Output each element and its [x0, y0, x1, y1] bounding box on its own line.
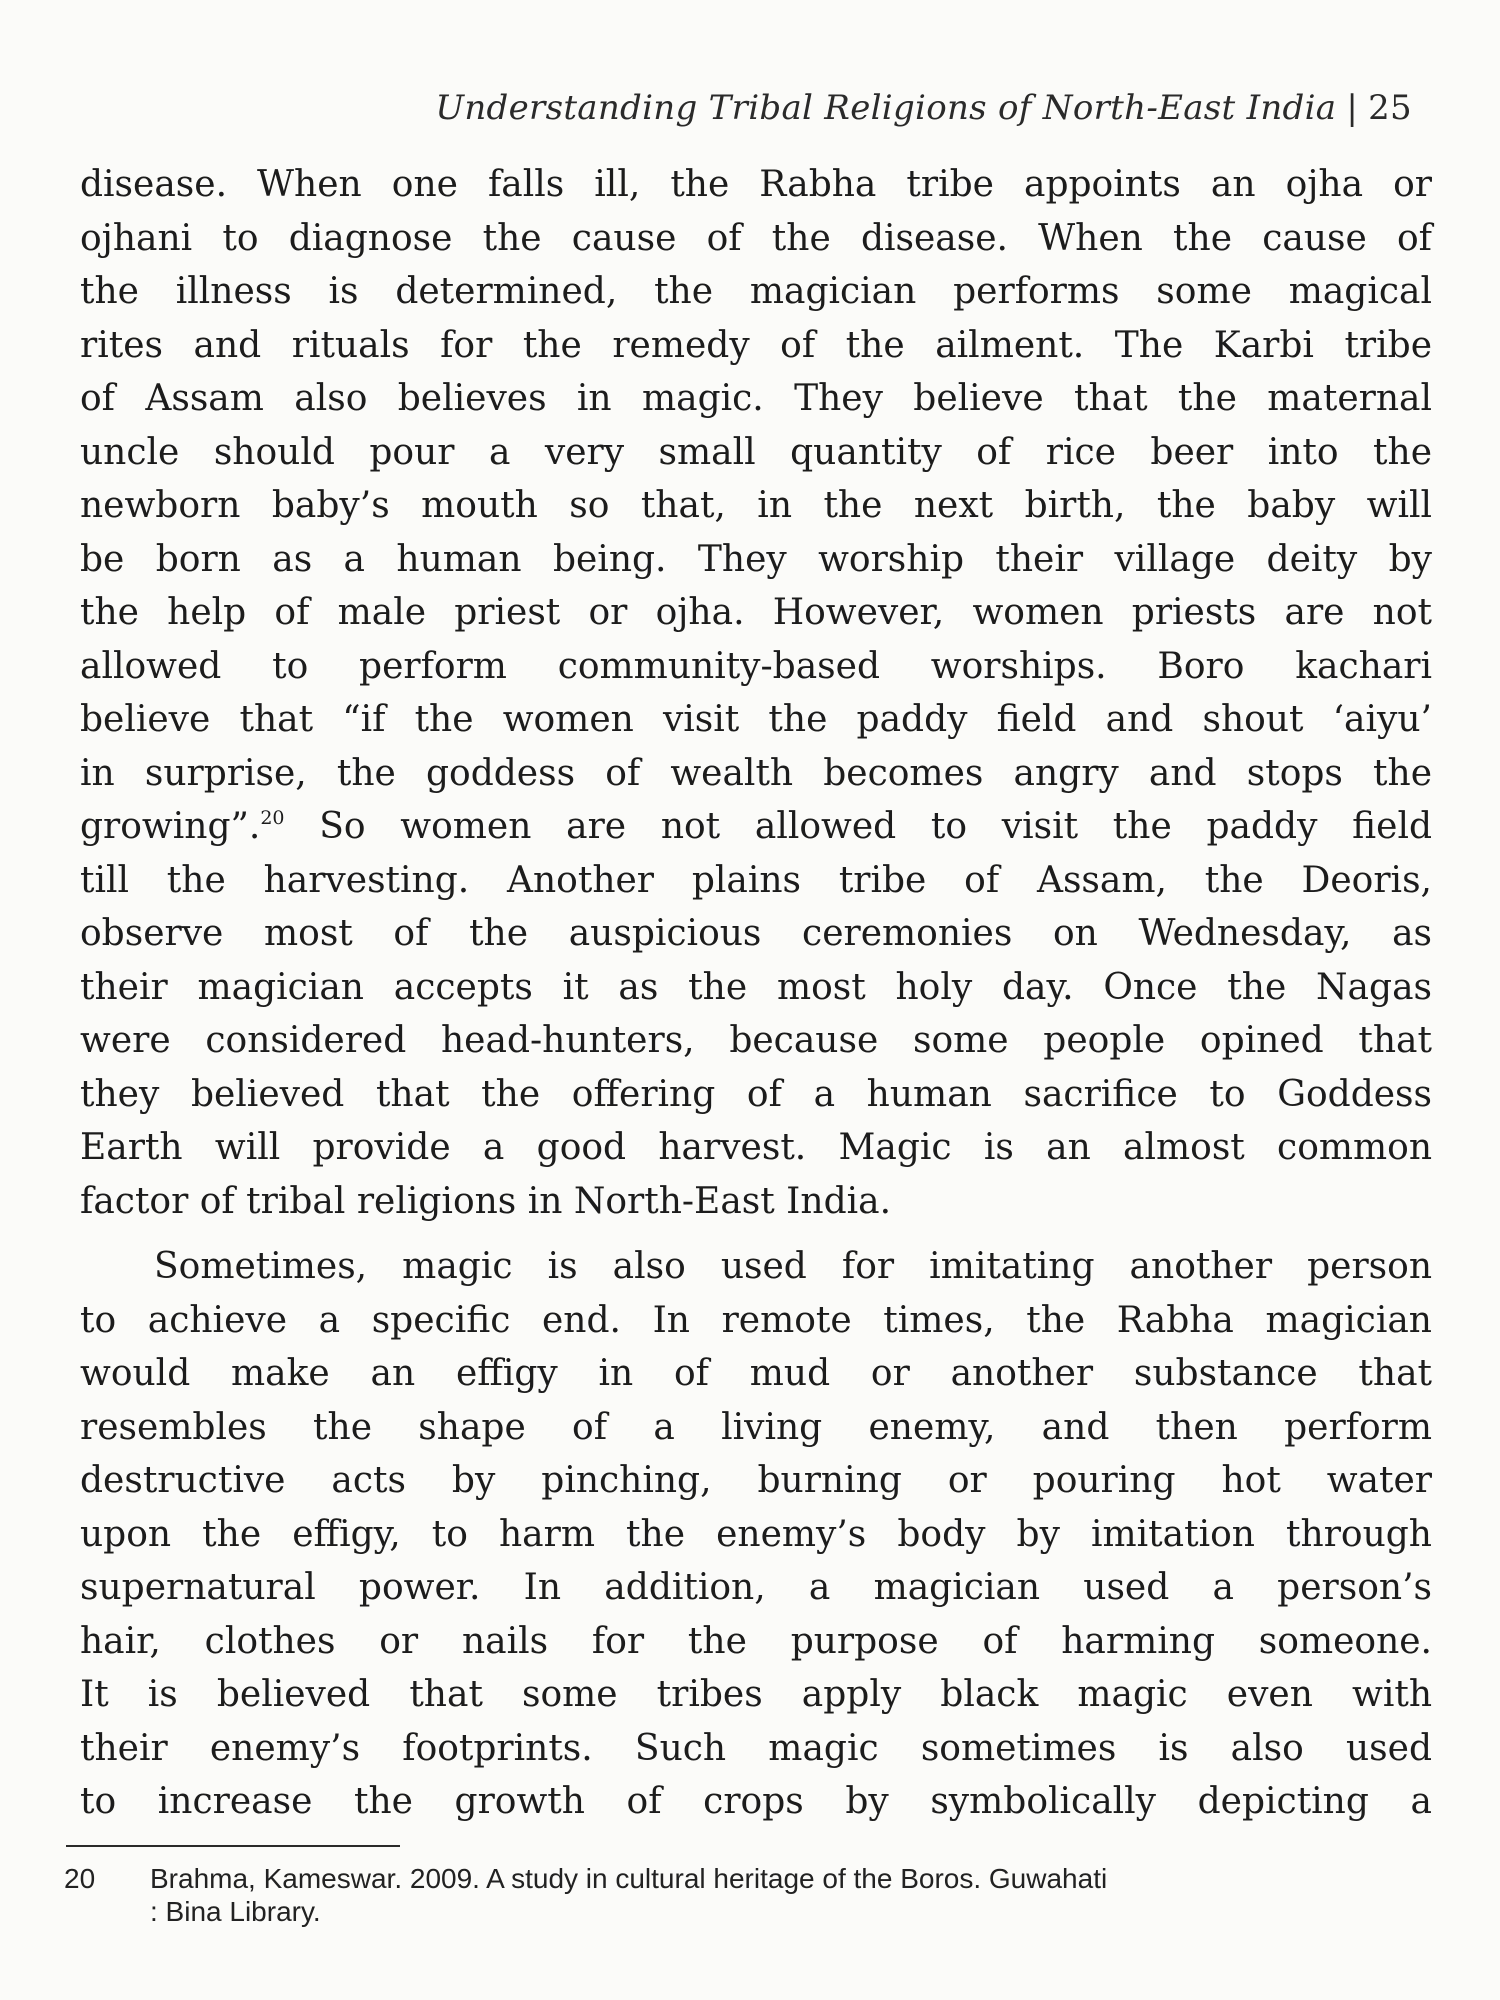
text-line: uncle should pour a very small quantity of rice beer into the	[80, 431, 1432, 473]
text-line: ojhani to diagnose the cause of the disease. When the cause of	[80, 217, 1432, 259]
text-line: be born as a human being. They worship their village deity by	[80, 538, 1432, 580]
text-line: to increase the growth of crops by symbolically depicting a	[80, 1781, 1432, 1822]
footnote-divider	[66, 1845, 400, 1847]
text-line: would make an effigy in of mud or another substance that	[80, 1353, 1432, 1394]
text-line: newborn baby’s mouth so that, in the next birth, the baby will	[80, 485, 1432, 526]
text-line: observe most of the auspicious ceremonies on Wednesday, as	[80, 913, 1432, 954]
paragraph-1	[80, 158, 1432, 1228]
text-line: disease. When one falls ill, the Rabha tribe appoints an ojha or	[80, 164, 1432, 205]
paragraph-2	[80, 1240, 1432, 1829]
text-line: rites and rituals for the remedy of the ailment. The Karbi tribe	[80, 324, 1432, 366]
text-line: destructive acts by pinching, burning or pouring hot water	[80, 1460, 1432, 1501]
text-line: to achieve a specific end. In remote times, the Rabha magician	[80, 1299, 1432, 1341]
text-line: of Assam also believes in magic. They believe that the maternal	[80, 378, 1432, 419]
footnote-text: Brahma, Kameswar. 2009. A study in cultural heritage of the Boros. Guwahati	[150, 1863, 1108, 1894]
footnote-reference[interactable]: 20	[260, 807, 285, 829]
text-line: factor of tribal religions in North-East India.	[80, 1180, 892, 1222]
footnote	[64, 1862, 1424, 1928]
body-text	[80, 158, 1432, 1829]
footnote-text-continued: : Bina Library.	[150, 1896, 321, 1927]
text-line: they believed that the offering of a human sacrifice to Goddess	[80, 1073, 1432, 1115]
text-line: believe that “if the women visit the paddy field and shout ‘aiyu’	[80, 699, 1432, 740]
text-line: were considered head-hunters, because some people opined that	[80, 1020, 1432, 1061]
text-line: Earth will provide a good harvest. Magic is an almost common	[80, 1127, 1432, 1168]
text-line: It is believed that some tribes apply black magic even with	[80, 1674, 1432, 1715]
text-line: in surprise, the goddess of wealth becomes angry and stops the	[80, 752, 1432, 794]
footnote-number: 20	[64, 1863, 96, 1894]
text-line: allowed to perform community-based worships. Boro kachari	[80, 645, 1432, 687]
text-line: resembles the shape of a living enemy, and then perform	[80, 1406, 1432, 1448]
text-line-with-footnote	[80, 800, 1432, 854]
text-line: Sometimes, magic is also used for imitating another person	[154, 1246, 1432, 1287]
page-number: 25	[1368, 88, 1412, 128]
text-fragment: growing”.	[80, 806, 261, 847]
running-head	[435, 88, 1412, 128]
running-head-separator: |	[1346, 88, 1359, 128]
text-line: hair, clothes or nails for the purpose of harming someone.	[80, 1620, 1432, 1662]
text-fragment: So women are not allowed to visit the paddy field	[284, 806, 1432, 847]
running-head-title: Understanding Tribal Religions of North-East India	[435, 88, 1337, 128]
text-line: the help of male priest or ojha. However, women priests are not	[80, 592, 1432, 633]
text-line: till the harvesting. Another plains tribe of Assam, the Deoris,	[80, 859, 1432, 901]
text-line: their magician accepts it as the most holy day. Once the Nagas	[80, 966, 1432, 1008]
text-line: supernatural power. In addition, a magician used a person’s	[80, 1567, 1432, 1608]
text-line: the illness is determined, the magician performs some magical	[80, 271, 1432, 312]
paragraph-gap	[80, 1228, 1432, 1240]
text-line: upon the effigy, to harm the enemy’s body by imitation through	[80, 1513, 1432, 1555]
text-line: their enemy’s footprints. Such magic sometimes is also used	[80, 1727, 1432, 1769]
